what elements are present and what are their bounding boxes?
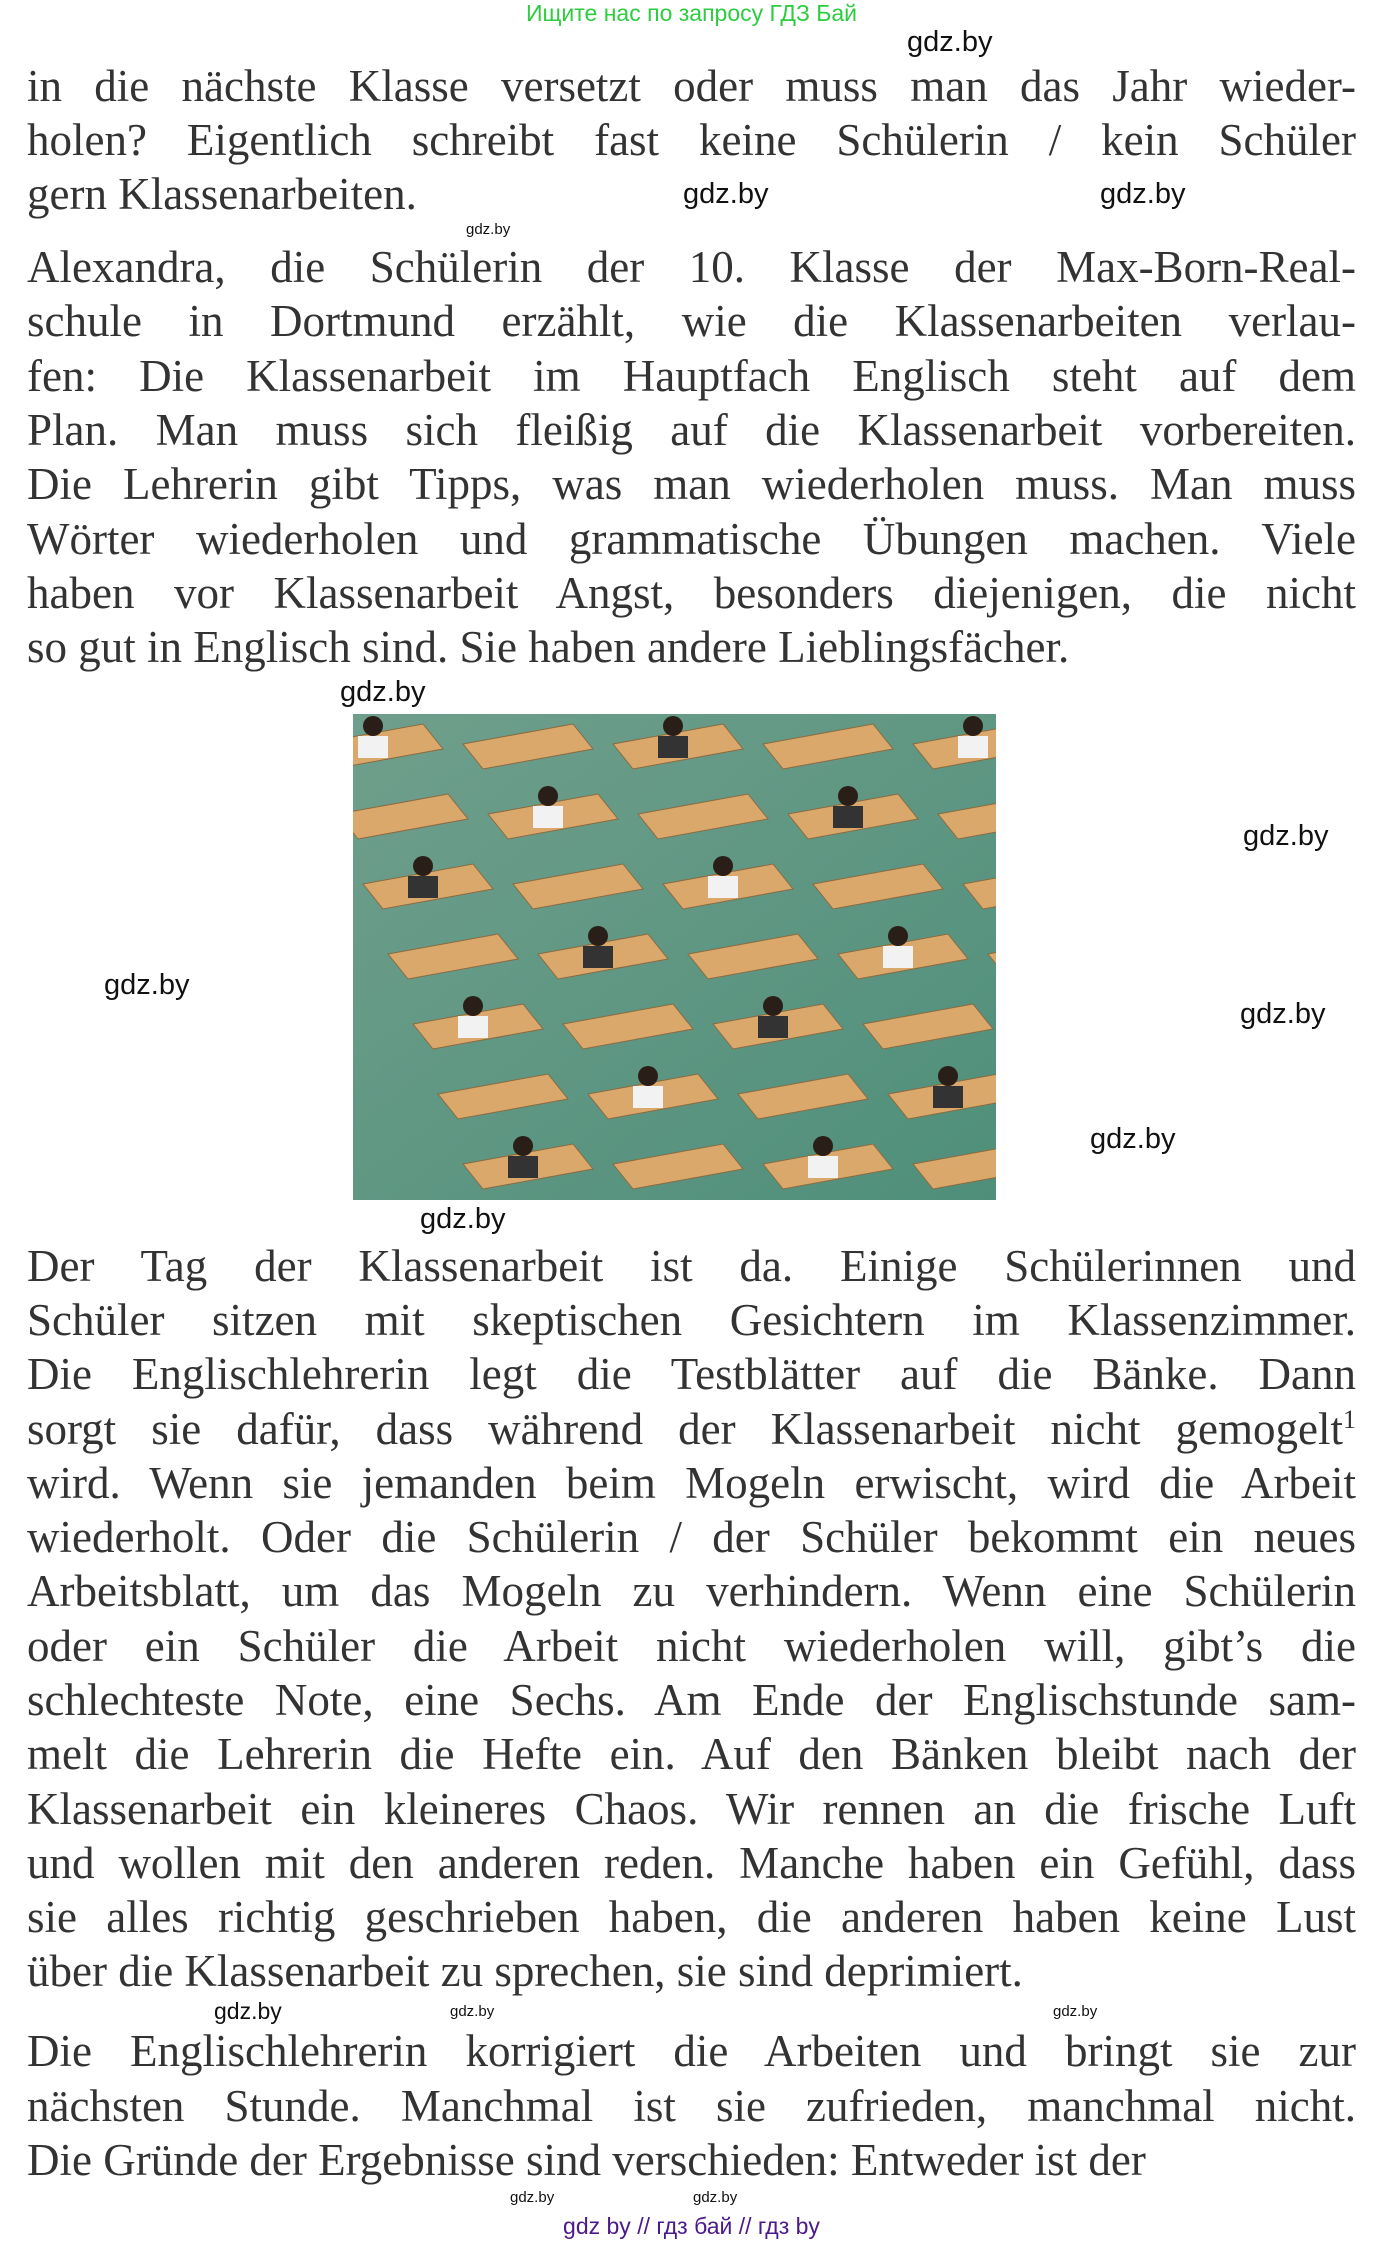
student-head — [713, 856, 733, 876]
text-line — [27, 1402, 1356, 1456]
student-body — [508, 1156, 538, 1178]
student-head — [513, 1136, 533, 1156]
watermark: gdz.by — [340, 676, 426, 708]
student-head — [763, 996, 783, 1016]
text-line: Klassenarbeit ein kleineres Chaos. Wir rennen an die frische Luft — [27, 1784, 1356, 1834]
student-head — [463, 996, 483, 1016]
text-line: über die Klassenarbeit zu sprechen, sie sind deprimiert. — [27, 1946, 1023, 1996]
student-head — [413, 856, 433, 876]
text-line: melt die Lehrerin die Hefte ein. Auf den Bänken bleibt nach der — [27, 1729, 1356, 1779]
text-line: Die Englischlehrerin legt die Testblätter auf die Bänke. Dann — [27, 1349, 1356, 1399]
text-line: in die nächste Klasse versetzt oder muss man das Jahr wieder- — [27, 61, 1356, 111]
text-line: Die Gründe der Ergebnisse sind verschieden: Entweder ist der — [27, 2135, 1146, 2185]
text-line: wird. Wenn sie jemanden beim Mogeln erwischt, wird die Arbeit — [27, 1458, 1356, 1508]
watermark: gdz.by — [450, 2003, 495, 2020]
watermark: gdz.by — [420, 1203, 506, 1235]
watermark: gdz.by — [1240, 998, 1326, 1030]
student-body — [708, 876, 738, 898]
text-line: haben vor Klassenarbeit Angst, besonders diejenigen, die nicht — [27, 568, 1356, 618]
watermark: gdz.by — [1090, 1123, 1176, 1155]
text-line: Arbeitsblatt, um das Mogeln zu verhindern. Wenn eine Schülerin — [27, 1566, 1356, 1616]
student-head — [638, 1066, 658, 1086]
student-body — [633, 1086, 663, 1108]
student-body — [658, 736, 688, 758]
student-body — [533, 806, 563, 828]
watermark: gdz.by — [466, 221, 511, 238]
student-head — [938, 1066, 958, 1086]
student-head — [888, 926, 908, 946]
text-line-content: sorgt sie dafür, dass während der Klassenarbeit nicht gemogelt — [27, 1404, 1343, 1454]
watermark: gdz.by — [1100, 178, 1186, 210]
text-line: wiederholt. Oder die Schülerin / der Schüler bekommt ein neues — [27, 1512, 1356, 1562]
search-hint-banner: Ищите нас по запросу ГДЗ Бай — [525, 0, 858, 26]
student-body — [358, 736, 388, 758]
student-body — [933, 1086, 963, 1108]
watermark: gdz.by — [683, 178, 769, 210]
text-line: so gut in Englisch sind. Sie haben andere Lieblingsfächer. — [27, 622, 1070, 672]
footer-links[interactable]: gdz by // гдз бай // гдз by — [563, 2213, 820, 2239]
text-line: Plan. Man muss sich fleißig auf die Klassenarbeit vorbereiten. — [27, 405, 1356, 455]
watermark: gdz.by — [104, 969, 190, 1001]
text-line: schule in Dortmund erzählt, wie die Klassenarbeiten verlau- — [27, 296, 1356, 346]
student-head — [963, 716, 983, 736]
text-line: Schüler sitzen mit skeptischen Gesichtern im Klassenzimmer. — [27, 1295, 1356, 1345]
watermark: gdz.by — [214, 1998, 282, 2024]
student-body — [833, 806, 863, 828]
student-body — [583, 946, 613, 968]
text-line: Wörter wiederholen und grammatische Übungen machen. Viele — [27, 514, 1356, 564]
student-body — [408, 876, 438, 898]
watermark: gdz.by — [1243, 820, 1329, 852]
classroom-exam-photo — [353, 714, 996, 1200]
student-head — [663, 716, 683, 736]
text-line: Die Englischlehrerin korrigiert die Arbeiten und bringt sie zur — [27, 2026, 1356, 2076]
watermark: gdz.by — [693, 2189, 738, 2206]
student-head — [363, 716, 383, 736]
text-line: holen? Eigentlich schreibt fast keine Schülerin / kein Schüler — [27, 115, 1356, 165]
student-body — [758, 1016, 788, 1038]
text-line: sie alles richtig geschrieben haben, die anderen haben keine Lust — [27, 1892, 1356, 1942]
text-line: schlechteste Note, eine Sechs. Am Ende der Englischstunde sam- — [27, 1675, 1356, 1725]
student-body — [808, 1156, 838, 1178]
student-body — [458, 1016, 488, 1038]
text-line: Der Tag der Klassenarbeit ist da. Einige Schülerinnen und — [27, 1241, 1356, 1291]
student-head — [813, 1136, 833, 1156]
student-body — [883, 946, 913, 968]
student-head — [538, 786, 558, 806]
text-line: nächsten Stunde. Manchmal ist sie zufrieden, manchmal nicht. — [27, 2081, 1356, 2131]
text-line: oder ein Schüler die Arbeit nicht wiederholen will, gibt’s die — [27, 1621, 1356, 1671]
text-line: fen: Die Klassenarbeit im Hauptfach Englisch steht auf dem — [27, 351, 1356, 401]
watermark: gdz.by — [510, 2189, 555, 2206]
student-head — [838, 786, 858, 806]
student-body — [958, 736, 988, 758]
student-head — [588, 926, 608, 946]
text-line: gern Klassenarbeiten. — [27, 169, 417, 219]
watermark: gdz.by — [1053, 2003, 1098, 2020]
text-line: Alexandra, die Schülerin der 10. Klasse der Max-Born-Real- — [27, 242, 1356, 292]
text-line: und wollen mit den anderen reden. Manche haben ein Gefühl, dass — [27, 1838, 1356, 1888]
watermark: gdz.by — [907, 26, 993, 58]
text-line: Die Lehrerin gibt Tipps, was man wiederholen muss. Man muss — [27, 459, 1356, 509]
footnote-mark: 1 — [1343, 1405, 1356, 1434]
